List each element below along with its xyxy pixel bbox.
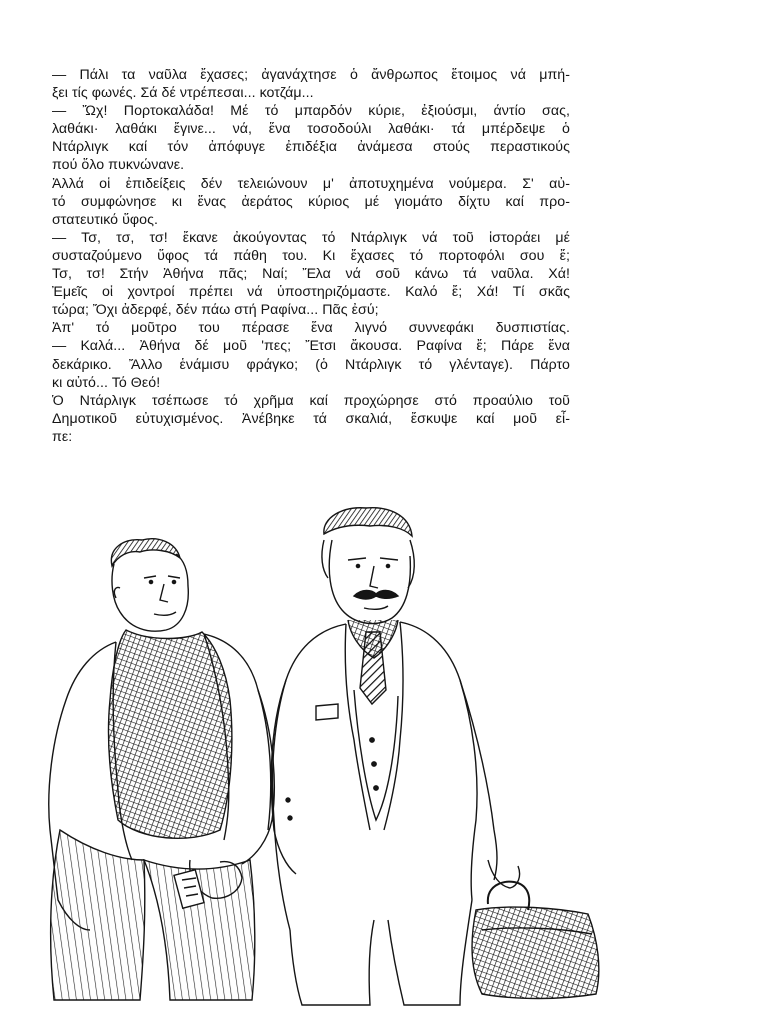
text-line: Τσ, τσ! Στήν Ἀθήνα πᾶς; Ναί; Ἔλα νά σοῦ κάνω τά ναῦλα. Χά! [52, 266, 570, 283]
right-man-figure [271, 508, 599, 1005]
text-line: — Πάλι τα ναῦλα ἔχασες; ἀγανάχτησε ὁ ἄνθρωπος ἕτοιμος νά μπή- [52, 67, 570, 83]
text-line: τό συμφώνησε κι ἕνας ἀεράτος κύριος μέ γιομάτο δίχτυ καί προ- [52, 193, 570, 210]
text-line: στατευτικό ὕφος. [52, 211, 158, 228]
text-line: πε: [52, 428, 73, 445]
left-man-figure [49, 539, 275, 1000]
text-line: Ὁ Ντάρλιγκ τσέπωσε τό χρῆμα καί προχώρησε στό προαύλιο τοῦ [52, 392, 570, 409]
text-line: δεκάρικο. Ἄλλο ἑνάμισυ φράγκο; (ὁ Ντάρλιγκ τό γλένταγε). Πάρτο [52, 356, 570, 373]
text-line: Ντάρλιγκ καί τόν ἀπόφυγε ἐπιδέξια ἀνάμεσα στούς περαστικούς [52, 139, 570, 156]
text-line: — Καλά... Ἀθήνα δέ μοῦ 'πες; Ἔτσι ἄκουσα. Ραφίνα ἔ; Πάρε ἕνα [52, 338, 570, 355]
text-line: πού ὅλο πυκνώνανε. [52, 157, 185, 174]
text-line: Δημοτικοῦ εὐτυχισμένος. Ἀνέβηκε τά σκαλιά, ἔσκυψε καί μοῦ εἶ- [52, 410, 570, 427]
page-body-text [52, 66, 570, 446]
text-line: κι αὐτό... Τό Θεό! [52, 374, 161, 391]
text-line: συσταζούμενο ὕφος τά πάθη του. Κι ἔχασες τό πορτοφόλι σου ἔ; [52, 247, 570, 264]
text-line: λαθάκι· λαθάκι ἔγινε... νά, ἕνα τοσοδούλι λαθάκι· τά μπέρδεψε ὁ [52, 121, 570, 138]
text-line: Ἀπ' τό μοῦτρο του πέρασε ἕνα λιγνό συννεφάκι δυσπιστίας. [52, 320, 570, 337]
text-line: Ἐμεῖς οἱ χοντροί πρέπει νά ὑποστηριζόμαστε. Καλό ἔ; Χά! Τί σκᾶς [52, 284, 570, 301]
text-line: Ἀλλά οἱ ἐπιδείξεις δέν τελειώνουν μ' ἀποτυχημένα νούμερα. Σ' αὐ- [52, 175, 570, 192]
text-line: τώρα; Ὄχι ἀδερφέ, δέν πάω στή Ραφίνα... Πᾶς ἐσύ; [52, 302, 379, 319]
text-line: — Ὤχ! Πορτοκαλάδα! Μέ τό μπαρδόν κύριε, ἐξιούσμι, άντίο σας, [52, 103, 570, 120]
text-line: — Τσ, τσ, τσ! ἔκανε ἀκούγοντας τό Ντάρλιγκ νά τοῦ ἱστοράει μέ [52, 229, 570, 246]
text-line: ξει τίς φωνές. Σά δέ ντρέπεσαι... κοτζάμ... [52, 85, 314, 102]
pen-illustration-two-men [20, 500, 640, 1010]
